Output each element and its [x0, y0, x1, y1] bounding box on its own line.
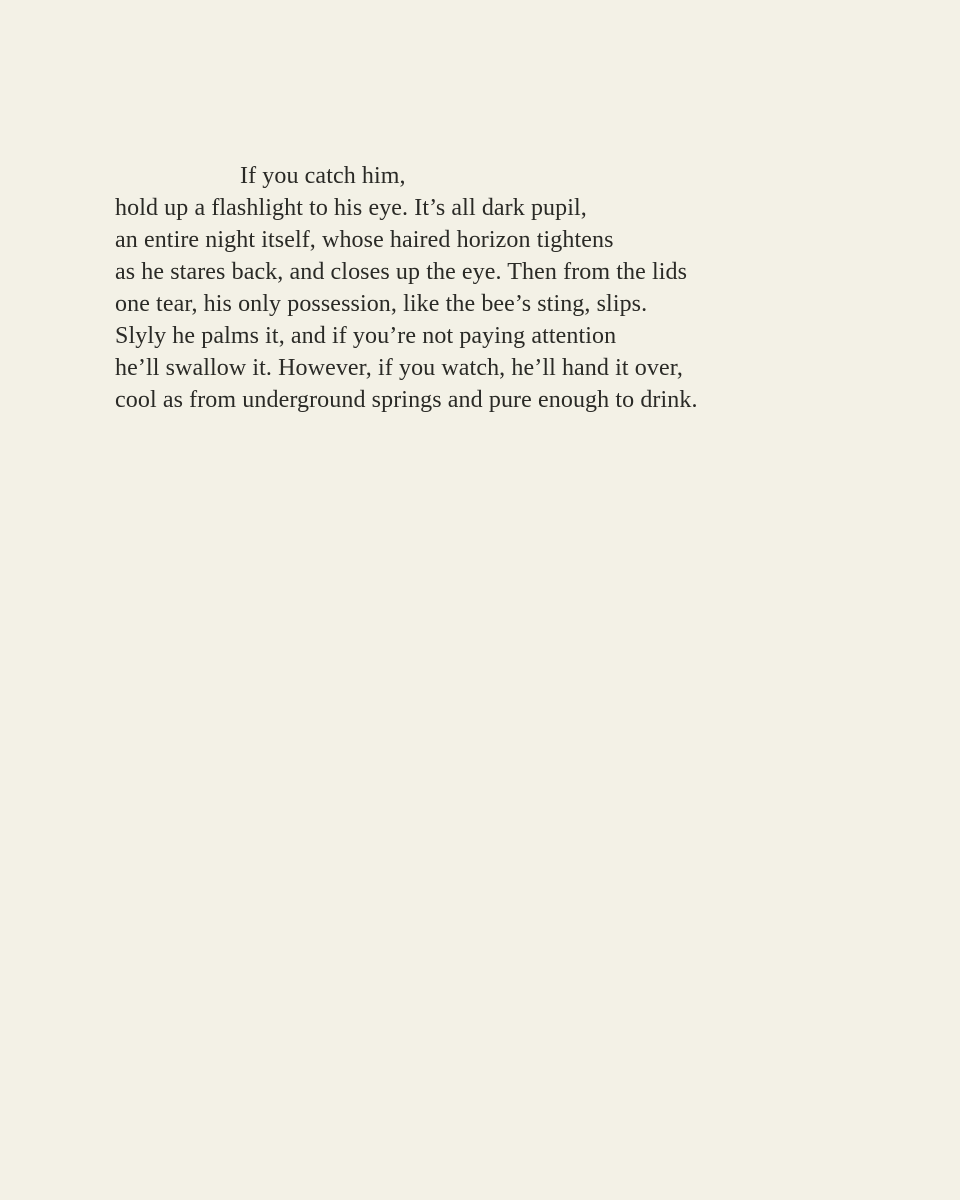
poem-stanza — [115, 160, 915, 416]
poem-line: an entire night itself, whose haired horizon tightens — [115, 227, 614, 253]
poem-line: If you catch him, — [240, 163, 406, 189]
poem-line: cool as from underground springs and pure enough to drink. — [115, 387, 698, 413]
poem-line: hold up a flashlight to his eye. It’s all dark pupil, — [115, 195, 587, 221]
poem-line: as he stares back, and closes up the eye. Then from the lids — [115, 259, 688, 285]
poem-line: he’ll swallow it. However, if you watch, he’ll hand it over, — [115, 355, 683, 381]
poem-line: one tear, his only possession, like the bee’s sting, slips. — [115, 291, 648, 317]
poem-line: Slyly he palms it, and if you’re not paying attention — [115, 323, 617, 349]
